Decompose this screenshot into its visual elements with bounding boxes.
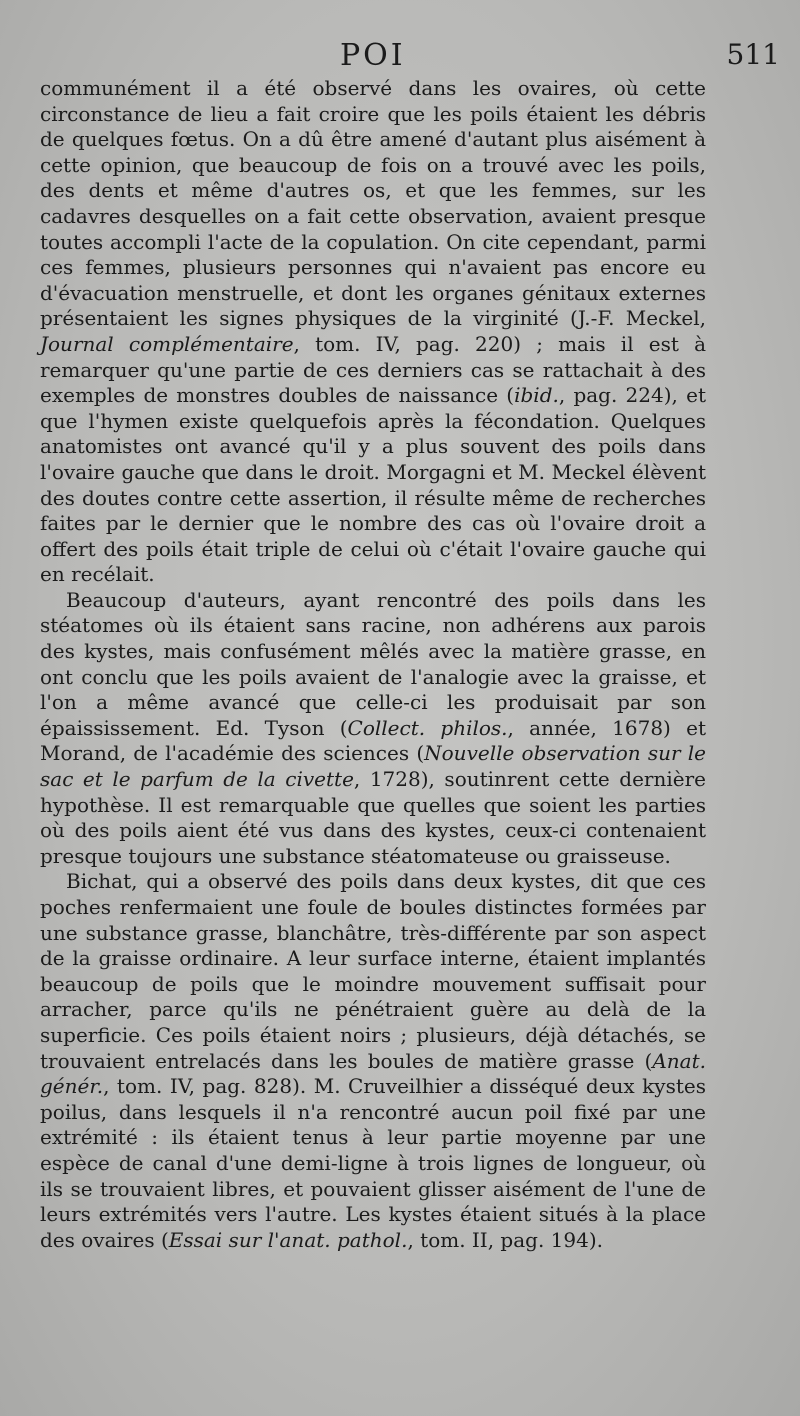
paragraph-p3 [40, 869, 706, 1253]
body-text [40, 76, 706, 1253]
paragraph-p2 [40, 588, 706, 870]
italic-citation: Nouvelle observation sur le sac et le parfum de la civette [40, 741, 706, 792]
text-segment: , pag. 224), et que l'hymen existe quelquefois après la fécondation. Quelques anatomistes ont avancé qu'il y a plus souvent des poils dans l'ovaire gauche que dans le droit. Morgagni et M. Meckel élèvent des doutes contre cette assertion, il résulte même de recherches faites par le dernier que le nombre des cas où l'ovaire droit a offert des poils était triple de celui où c'était l'ovaire gauche qui en recélait. [40, 383, 706, 587]
text-segment: , 1728), soutinrent cette dernière hypothèse. Il est remarquable que quelles que soient les parties où des poils aient été vus dans des kystes, ceux-ci contenaient presque toujours une substance stéatomateuse ou graisseuse. [40, 767, 706, 868]
italic-citation: ibid. [514, 383, 559, 408]
italic-citation: Journal complémentaire [40, 331, 294, 356]
text-segment: Bichat, qui a observé des poils dans deux kystes, dit que ces poches renfermaient une foule de boules distinctes formées par une substance grasse, blanchâtre, très-différente par son aspect de la graisse ordinaire. A leur surface interne, étaient implantés beaucoup de poils que le moindre mouvement suffisait pour arracher, parce qu'ils ne pénétraient guère au delà de la superficie. Ces poils étaient noirs ; plusieurs, déjà détachés, se trouvaient entrelacés dans les boules de matière grasse ( [40, 869, 706, 1073]
text-segment: communément il a été observé dans les ovaires, où cette circonstance de lieu a fait croire que les poils étaient les débris de quelques fœtus. On a dû être amené d'autant plus aisément à cette opinion, que beaucoup de fois on a trouvé avec les poils, des dents et même d'autres os, et que les femmes, sur les cadavres desquelles on a fait cette observation, avaient presque toutes accompli l'acte de la copulation. On cite cependant, parmi ces femmes, plusieurs personnes qui n'avaient pas encore eu d'évacuation menstruelle, et dont les organes génitaux externes présentaient les signes physiques de la virginité (J.-F. Meckel, [40, 76, 706, 331]
text-segment: Beaucoup d'auteurs, ayant rencontré des poils dans les stéatomes où ils étaient sans racine, non adhérens aux parois des kystes, mais confusément mêlés avec la matière grasse, en ont conclu que les poils avaient de l'analogie avec la graisse, et l'on a même avancé que celle-ci les produisait par son épaississement. Ed. Tyson ( [40, 587, 706, 740]
running-title: POI [340, 38, 406, 73]
text-segment: , tom. IV, pag. 220) ; mais il est à remarquer qu'une partie de ces derniers cas se rattachait à des exemples de monstres doubles de naissance ( [40, 331, 706, 408]
page-number: 511 [726, 38, 780, 71]
text-segment: , tom. II, pag. 194). [407, 1227, 604, 1252]
italic-citation: Essai sur l'anat. pathol. [168, 1227, 408, 1252]
text-segment: , tom. IV, pag. 828). M. Cruveilhier a disséqué deux kystes poilus, dans lesquels il n'a rencontré aucun poil fixé par une extrémité : ils étaient tenus à leur partie moyenne par une espèce de canal d'une demi-ligne à trois lignes de longueur, où ils se trouvaient libres, et pouvaient glisser aisément de l'une de leurs extrémités vers l'autre. Les kystes étaient situés à la place des ovaires ( [40, 1074, 706, 1252]
text-segment: , année, 1678) et Morand, de l'académie des sciences ( [40, 715, 707, 766]
paragraph-p1 [40, 76, 706, 588]
running-head [0, 38, 800, 78]
italic-citation: Collect. philos. [347, 715, 508, 740]
italic-citation: Anat. génér. [40, 1048, 706, 1099]
